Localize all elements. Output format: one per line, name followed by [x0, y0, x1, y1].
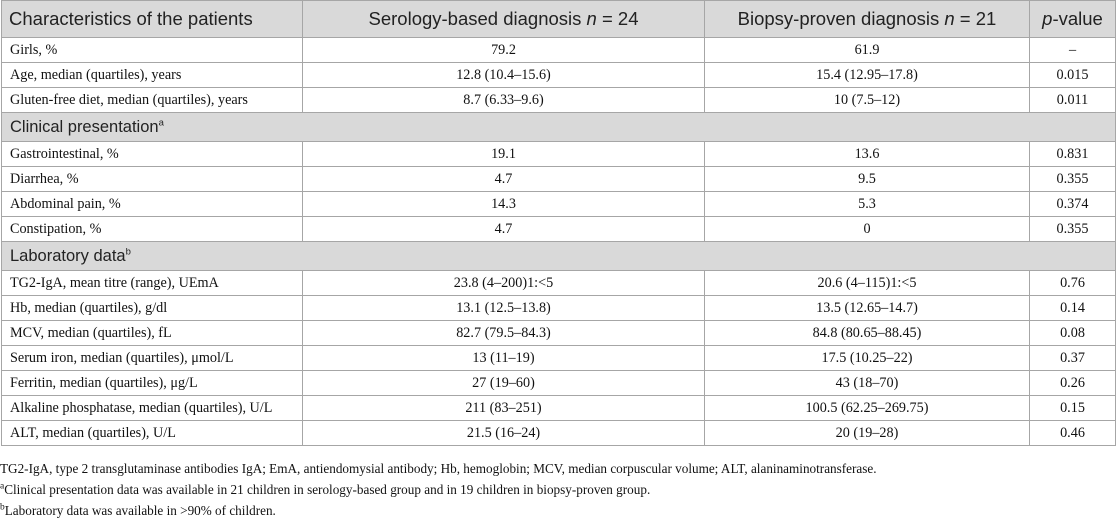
p-value: –	[1030, 38, 1116, 63]
serology-value: 4.7	[303, 217, 705, 242]
header-serology-n: n	[586, 8, 597, 29]
table-row	[2, 217, 1116, 242]
section-row-clinical	[2, 113, 1116, 142]
footnote-mark-a: a	[158, 117, 164, 128]
biopsy-value: 10 (7.5–12)	[705, 88, 1030, 113]
row-label: Constipation, %	[2, 217, 303, 242]
footnote-mark-b: b	[125, 246, 131, 257]
header-biopsy-text: Biopsy-proven diagnosis	[737, 8, 945, 29]
p-value: 0.355	[1030, 167, 1116, 192]
section-label: Clinical presentation	[10, 117, 159, 136]
serology-value: 79.2	[303, 38, 705, 63]
section-row-laboratory	[2, 242, 1116, 271]
p-value: 0.14	[1030, 296, 1116, 321]
section-title-laboratory	[2, 242, 1116, 271]
footnote-a-text: Clinical presentation data was available in 21 children in serology-based group and in 19 children in biopsy-proven group.	[4, 482, 651, 497]
serology-value: 82.7 (79.5–84.3)	[303, 321, 705, 346]
table-row	[2, 88, 1116, 113]
header-value: -value	[1052, 8, 1103, 29]
p-value: 0.831	[1030, 142, 1116, 167]
footnote-a-mark: a	[0, 481, 5, 492]
serology-value: 12.8 (10.4–15.6)	[303, 63, 705, 88]
table-row	[2, 421, 1116, 446]
row-label: Age, median (quartiles), years	[2, 63, 303, 88]
table-row	[2, 142, 1116, 167]
row-label: ALT, median (quartiles), U/L	[2, 421, 303, 446]
p-value: 0.015	[1030, 63, 1116, 88]
serology-value: 21.5 (16–24)	[303, 421, 705, 446]
table-row	[2, 371, 1116, 396]
biopsy-value: 17.5 (10.25–22)	[705, 346, 1030, 371]
serology-value: 211 (83–251)	[303, 396, 705, 421]
serology-value: 4.7	[303, 167, 705, 192]
footnote-b-mark: b	[0, 502, 5, 513]
header-row	[2, 1, 1116, 38]
p-value: 0.76	[1030, 271, 1116, 296]
p-value: 0.37	[1030, 346, 1116, 371]
table-row	[2, 296, 1116, 321]
row-label: Alkaline phosphatase, median (quartiles), U/L	[2, 396, 303, 421]
biopsy-value: 13.6	[705, 142, 1030, 167]
biopsy-value: 100.5 (62.25–269.75)	[705, 396, 1030, 421]
biopsy-value: 9.5	[705, 167, 1030, 192]
header-serology-text: Serology-based diagnosis	[368, 8, 587, 29]
row-label: Gastrointestinal, %	[2, 142, 303, 167]
header-serology-count: = 24	[596, 8, 639, 29]
header-biopsy-n: n	[944, 8, 955, 29]
row-label: Hb, median (quartiles), g/dl	[2, 296, 303, 321]
biopsy-value: 84.8 (80.65–88.45)	[705, 321, 1030, 346]
table-row	[2, 38, 1116, 63]
p-value: 0.355	[1030, 217, 1116, 242]
row-label: Ferritin, median (quartiles), μg/L	[2, 371, 303, 396]
biopsy-value: 15.4 (12.95–17.8)	[705, 63, 1030, 88]
header-p-value	[1030, 1, 1116, 38]
p-value: 0.15	[1030, 396, 1116, 421]
row-label: Girls, %	[2, 38, 303, 63]
p-value: 0.011	[1030, 88, 1116, 113]
serology-value: 13 (11–19)	[303, 346, 705, 371]
footnote-b-text: Laboratory data was available in >90% of children.	[4, 503, 276, 518]
p-value: 0.26	[1030, 371, 1116, 396]
biopsy-value: 0	[705, 217, 1030, 242]
biopsy-value: 43 (18–70)	[705, 371, 1030, 396]
row-label: Serum iron, median (quartiles), μmol/L	[2, 346, 303, 371]
row-label: Abdominal pain, %	[2, 192, 303, 217]
table-row	[2, 396, 1116, 421]
header-serology	[303, 1, 705, 38]
header-characteristics: Characteristics of the patients	[2, 1, 303, 38]
header-biopsy	[705, 1, 1030, 38]
table-row	[2, 63, 1116, 88]
biopsy-value: 20.6 (4–115)1:<5	[705, 271, 1030, 296]
table-row	[2, 321, 1116, 346]
row-label: TG2-IgA, mean titre (range), UEmA	[2, 271, 303, 296]
table-row	[2, 192, 1116, 217]
section-title-clinical	[2, 113, 1116, 142]
table-row	[2, 346, 1116, 371]
biopsy-value: 20 (19–28)	[705, 421, 1030, 446]
biopsy-value: 61.9	[705, 38, 1030, 63]
serology-value: 14.3	[303, 192, 705, 217]
section-label: Laboratory data	[10, 246, 126, 265]
row-label: Gluten-free diet, median (quartiles), years	[2, 88, 303, 113]
table-footnotes	[0, 458, 1110, 521]
footnote-b	[0, 500, 1110, 521]
row-label: Diarrhea, %	[2, 167, 303, 192]
serology-value: 23.8 (4–200)1:<5	[303, 271, 705, 296]
p-value: 0.08	[1030, 321, 1116, 346]
patient-characteristics-table	[1, 0, 1116, 446]
footnote-a	[0, 479, 1110, 500]
table-row	[2, 271, 1116, 296]
footnote-abbreviations: TG2-IgA, type 2 transglutaminase antibodies IgA; EmA, antiendomysial antibody; Hb, hemoglobin; MCV, median corpuscular volume; ALT, alaninaminotransferase.	[0, 461, 877, 476]
serology-value: 19.1	[303, 142, 705, 167]
p-value: 0.46	[1030, 421, 1116, 446]
header-p: p	[1042, 8, 1053, 29]
p-value: 0.374	[1030, 192, 1116, 217]
serology-value: 8.7 (6.33–9.6)	[303, 88, 705, 113]
serology-value: 13.1 (12.5–13.8)	[303, 296, 705, 321]
serology-value: 27 (19–60)	[303, 371, 705, 396]
biopsy-value: 13.5 (12.65–14.7)	[705, 296, 1030, 321]
header-biopsy-count: = 21	[954, 8, 997, 29]
row-label: MCV, median (quartiles), fL	[2, 321, 303, 346]
biopsy-value: 5.3	[705, 192, 1030, 217]
table-row	[2, 167, 1116, 192]
